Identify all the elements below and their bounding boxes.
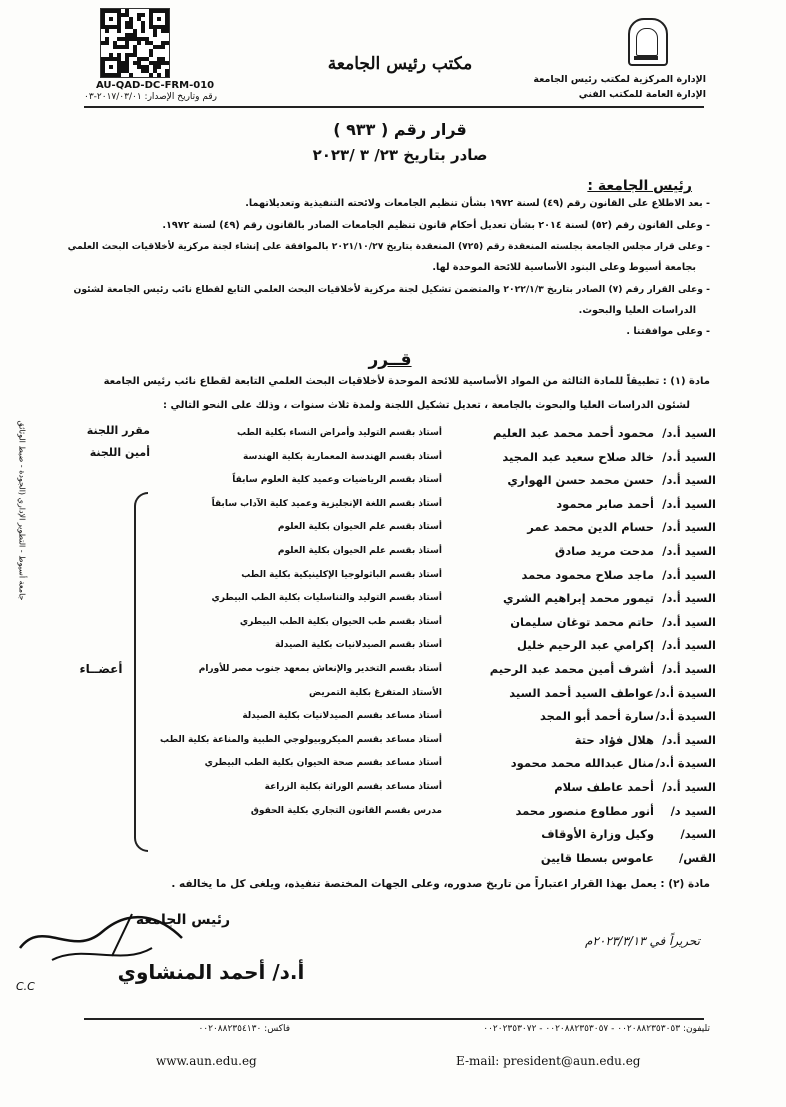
article-2: مادة (٢) : يعمل بهذا القرار اعتباراً من تاريخ صدوره، وعلى الجهات المختصة تنفيذه، ويلغى كل ما يخالفه . <box>171 878 710 890</box>
member-position: أستاذ مساعد بقسم صحة الحيوان بكلية الطب البيطري <box>204 758 442 769</box>
member-title: السيد أ.د/ <box>662 567 716 582</box>
member-title: السيد أ.د/ <box>662 520 716 535</box>
member-name: مدحت مريد صادق <box>554 544 654 558</box>
member-title: السيد أ.د/ <box>662 638 716 653</box>
member-title: السيد أ.د/ <box>662 614 716 629</box>
member-name: أشرف أمين محمد عبد الرحيم <box>489 662 654 676</box>
member-title: السيد أ.د/ <box>662 544 716 558</box>
member-name: أحمد عاطف سلام <box>554 780 654 794</box>
member-row <box>0 804 786 826</box>
member-row <box>0 756 786 778</box>
role-members: أعضــاء <box>79 662 123 676</box>
member-title: السيد أ.د/ <box>662 473 716 488</box>
member-name: عاموس بسطا قايين <box>540 850 654 865</box>
member-position: أستاذ بقسم الرياضيات وعميد كلية العلوم سابقاً <box>232 475 442 486</box>
member-position: أستاذ بقسم الصيدلانيات بكلية الصيدلة <box>274 640 442 651</box>
footer-phones: تليفون: ٠٠٢٠٨٨٢٣٥٣٠٥٣ - ٠٠٢٠٨٨٢٣٥٣٠٥٧ - ٠٠٢٠٢٣٥٣٠٧٢ <box>483 1024 710 1034</box>
member-title: السيدة أ.د/ <box>655 709 716 724</box>
decision-number: قرار رقم ( ٩٣٣ ) <box>333 120 467 139</box>
member-position: أستاذ بقسم الهندسة المعمارية بكلية الهندسة <box>243 451 442 462</box>
article-1-line-1: مادة (١) : تطبيقاً للمادة الثالثة من المواد الأساسية للائحة الموحدة لأخلاقيات البحث العلمي التابعة لقطاع نائب رئيس الجامعة <box>103 376 710 387</box>
role-secretary: أمين اللجنة <box>89 446 150 459</box>
article-1-line-2: لشئون الدراسات العليا والبحوث بالجامعة ، تعديل تشكيل اللجنة ولمدة ثلاث سنوات ، وذلك على النحو التالي : <box>163 400 690 411</box>
preamble-line: - بعد الاطلاع على القانون رقم (٤٩) لسنة ١٩٧٢ بشأن تنظيم الجامعات ولائحته التنفيذية وتعديلاتهما. <box>245 198 710 209</box>
member-name: إكرامي عبد الرحيم خليل <box>516 638 654 653</box>
member-name: سارة أحمد أبو المجد <box>539 709 654 724</box>
issue-number-date: رقم وتاريخ الإصدار: ٢٠١٧/٠٣/٠١-٠٣ <box>84 92 218 102</box>
qr-code <box>100 8 170 78</box>
member-row <box>0 780 786 802</box>
member-row <box>0 851 786 873</box>
dept-line-1: الإدارة المركزية لمكتب رئيس الجامعة <box>533 74 706 85</box>
university-logo <box>628 18 668 66</box>
member-row <box>0 568 786 590</box>
signature-name: أ.د/ أحمد المنشاوي <box>117 960 305 984</box>
member-position: مدرس بقسم القانون التجاري بكلية الحقوق <box>250 805 442 816</box>
member-position: أستاذ بقسم طب الحيوان بكلية الطب البيطري <box>239 616 442 627</box>
member-position: أستاذ بقسم الباثولوجيا الإكلينيكية بكلية الطب <box>241 569 442 580</box>
member-name: تيمور محمد إبراهيم الشري <box>502 591 654 606</box>
member-name: حسام الدين محمد عمر <box>527 520 654 535</box>
cc-mark: C.C <box>16 980 35 993</box>
decides-heading: قــرر <box>368 350 412 370</box>
member-position: أستاذ بقسم علم الحيوان بكلية العلوم <box>277 522 442 533</box>
member-title: السيد أ.د/ <box>662 591 716 606</box>
footer-website[interactable]: www.aun.edu.eg <box>156 1054 257 1068</box>
member-position: أستاذ بقسم اللغة الإنجليزية وعميد كلية الآداب سابقاً <box>211 498 442 509</box>
member-name: أحمد صابر محمود <box>556 496 654 511</box>
member-position: أستاذ بقسم التوليد وأمراض النساء بكلية الطب <box>236 428 442 438</box>
member-position: أستاذ مساعد بقسم الميكروبيولوجي الطبية والمناعة بكلية الطب <box>160 734 442 745</box>
member-title: السيد أ.د/ <box>662 780 716 794</box>
member-position: الأستاذ المتفرغ بكلية التمريض <box>309 687 442 698</box>
member-title: السيد أ.د/ <box>662 662 716 676</box>
footer-divider <box>84 1018 704 1020</box>
member-position: أستاذ بقسم علم الحيوان بكلية العلوم <box>277 546 442 556</box>
member-title: القس/ <box>679 850 716 865</box>
member-title: السيد د/ <box>670 803 716 818</box>
preamble-heading: رئيس الجامعة : <box>587 178 692 194</box>
member-row <box>0 544 786 566</box>
decision-date: صادر بتاريخ ٢٣/ ٣ /٢٠٢٣ <box>312 146 488 164</box>
member-name: أنور مطاوع منصور محمد <box>515 803 654 818</box>
member-name: عواطف السيد أحمد السيد <box>509 685 654 700</box>
member-title: السيدة أ.د/ <box>655 685 716 700</box>
footer-fax: فاكس: ٠٠٢٠٨٨٢٣٥٤١٣٠ <box>198 1024 290 1034</box>
member-position: أستاذ مساعد بقسم الصيدلانيات بكلية الصيدلة <box>242 711 442 722</box>
member-row <box>0 497 786 519</box>
member-title: السيد أ.د/ <box>662 496 716 511</box>
member-row <box>0 827 786 849</box>
member-row <box>0 520 786 542</box>
members-bracket <box>134 492 148 852</box>
issued-at: تحريراً في ٢٠٢٣/٣/١٣م <box>584 934 700 948</box>
member-title: السيد أ.د/ <box>662 732 716 747</box>
preamble-line: الدراسات العليا والبحوث. <box>578 305 696 316</box>
preamble-line: - وعلى القرار رقم (٧) الصادر بتاريخ ٢٠٢٢/١/٣ والمتضمن تشكيل لجنة مركزية لأخلاقيات البحث العلمي التابع لقطاع نائب رئيس الجامعة لشئون <box>73 284 710 295</box>
office-title: مكتب رئيس الجامعة <box>327 54 473 74</box>
signature-role: رئيس الجامعة <box>135 912 231 928</box>
footer-email[interactable]: E-mail: president@aun.edu.eg <box>456 1054 641 1068</box>
margin-note: جامعة أسيوط - التطوير الإداري (الجودة - ضبط الوثائق <box>17 420 27 601</box>
member-name: حاتم محمد توغان سليمان <box>510 614 654 629</box>
handwritten-signature <box>12 908 192 968</box>
member-title: السيد أ.د/ <box>662 426 716 440</box>
member-row <box>0 733 786 755</box>
preamble-line: بجامعة أسيوط وعلى البنود الأساسية للائحة الموحدة لها. <box>432 262 696 273</box>
member-title: السيدة أ.د/ <box>655 756 716 771</box>
preamble-line: - وعلى القانون رقم (٥٢) لسنة ٢٠١٤ بشأن تعديل أحكام قانون تنظيم الجامعات الصادر بالقانون رقم (٤٩) لسنة ١٩٧٢. <box>162 220 710 231</box>
member-name: ماجد صلاح محمود محمد <box>521 567 654 582</box>
member-name: خالد صلاح سعيد عبد المجيد <box>502 449 654 464</box>
header-divider <box>84 106 704 108</box>
dept-line-2: الإدارة العامة للمكتب الفني <box>578 89 706 100</box>
member-title: السيد أ.د/ <box>662 449 716 464</box>
member-name: محمود أحمد محمد عبد العليم <box>493 426 654 440</box>
member-row <box>0 638 786 660</box>
member-name: وكيل وزارة الأوقاف <box>541 827 654 842</box>
member-row <box>0 591 786 613</box>
member-title: السيد/ <box>680 827 716 842</box>
member-name: حسن محمد حسن الهواري <box>507 473 654 488</box>
member-position: أستاذ بقسم التوليد والتناسليات بكلية الطب البيطري <box>211 593 442 604</box>
member-position: أستاذ بقسم التخدير والإنعاش بمعهد جنوب مصر للأورام <box>198 664 442 674</box>
preamble-line: - وعلى موافقتنا . <box>626 326 710 337</box>
member-row <box>0 615 786 637</box>
role-rapporteur: مقرر اللجنة <box>86 424 150 437</box>
preamble-line: - وعلى قرار مجلس الجامعة بجلسته المنعقدة رقم (٧٢٥) المنعقدة بتاريخ ٢٠٢١/١٠/٢٧ بالموافقة على إنشاء لجنة مركزية لأخلاقيات البحث العلمي <box>67 241 710 252</box>
member-row <box>0 473 786 495</box>
member-row <box>0 709 786 731</box>
member-position: أستاذ مساعد بقسم الوراثة بكلية الزراعة <box>264 782 442 792</box>
doc-code: AU-QAD-DC-FRM-010 <box>96 80 215 91</box>
member-name: منال عبدالله محمد محمود <box>510 756 654 771</box>
member-row <box>0 686 786 708</box>
member-name: هلال فؤاد حتة <box>574 732 654 747</box>
